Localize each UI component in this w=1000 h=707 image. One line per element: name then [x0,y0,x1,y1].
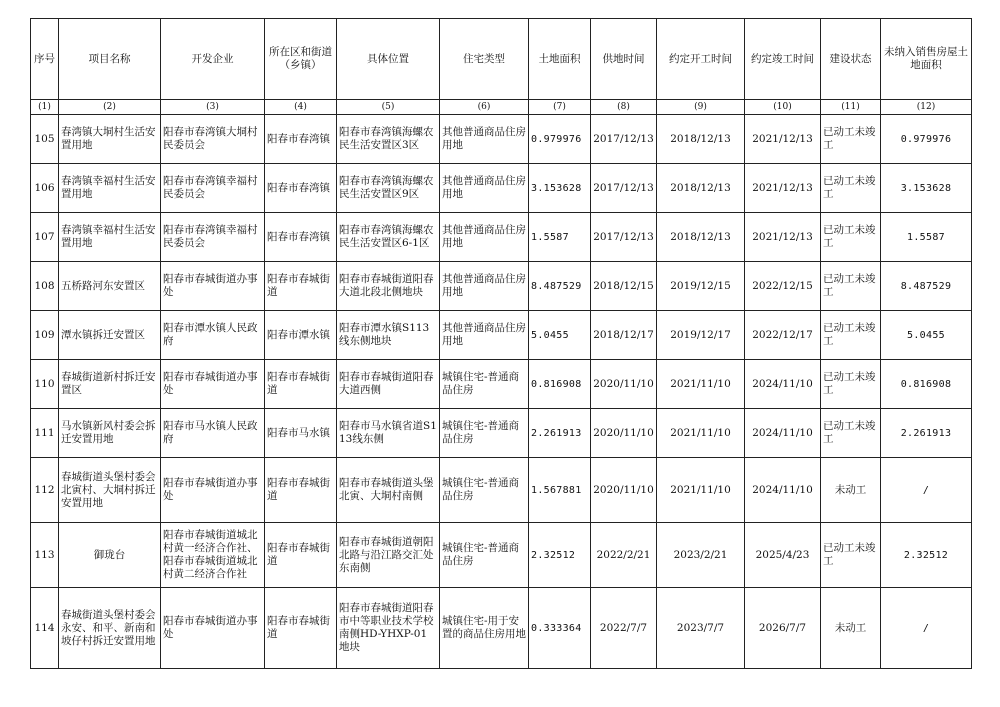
header-cell: 约定开工时间 [657,19,745,100]
column-number-row [31,100,972,115]
land-area: 0.333364 [529,588,591,669]
district: 阳春市春城街道 [265,458,337,523]
district: 阳春市春城街道 [265,262,337,311]
header-cell: 具体位置 [337,19,440,100]
location: 阳春市潭水镇S113线东侧地块 [337,311,440,360]
build-status: 已动工未竣工 [821,213,881,262]
district: 阳春市春湾镇 [265,213,337,262]
developer: 阳春市春湾镇大垌村民委员会 [161,115,265,164]
unsold-area: / [881,458,972,523]
table-row [31,262,972,311]
unsold-area: 0.816908 [881,360,972,409]
land-area: 2.261913 [529,409,591,458]
row-number: 106 [31,164,59,213]
project-name: 春湾镇大垌村生活安置用地 [59,115,161,164]
location: 阳春市春湾镇海螺农民生活安置区3区 [337,115,440,164]
build-status: 已动工未竣工 [821,115,881,164]
table-row [31,409,972,458]
location: 阳春市春城街道阳春大道西侧 [337,360,440,409]
district: 阳春市马水镇 [265,409,337,458]
district: 阳春市春城街道 [265,360,337,409]
housing-type: 城镇住宅-普通商品住房 [440,360,529,409]
project-name: 春城街道新村拆迁安置区 [59,360,161,409]
finish-date: 2021/12/13 [745,213,821,262]
table-row [31,164,972,213]
build-status: 未动工 [821,458,881,523]
land-area: 1.5587 [529,213,591,262]
table-row [31,360,972,409]
housing-type: 其他普通商品住房用地 [440,262,529,311]
row-number: 111 [31,409,59,458]
supply-date: 2017/12/13 [591,164,657,213]
finish-date: 2025/4/23 [745,523,821,588]
header-cell: 住宅类型 [440,19,529,100]
project-name: 潭水镇拆迁安置区 [59,311,161,360]
table-row [31,523,972,588]
build-status: 已动工未竣工 [821,262,881,311]
start-date: 2018/12/13 [657,164,745,213]
developer: 阳春市春城街道城北村黄一经济合作社、阳春市春城街道城北村黄二经济合作社 [161,523,265,588]
district: 阳春市春城街道 [265,588,337,669]
supply-date: 2022/2/21 [591,523,657,588]
developer: 阳春市春湾镇幸福村民委员会 [161,164,265,213]
table-row [31,213,972,262]
row-number: 112 [31,458,59,523]
supply-date: 2022/7/7 [591,588,657,669]
project-name: 御珑台 [59,523,161,588]
row-number: 110 [31,360,59,409]
developer: 阳春市潭水镇人民政府 [161,311,265,360]
supply-date: 2017/12/13 [591,115,657,164]
land-area: 5.0455 [529,311,591,360]
unsold-area: 2.261913 [881,409,972,458]
header-cell: 项目名称 [59,19,161,100]
header-cell: 开发企业 [161,19,265,100]
project-name: 春城街道头堡村委会永安、和平、新南和坡仔村拆迁安置用地 [59,588,161,669]
unsold-area: 2.32512 [881,523,972,588]
finish-date: 2021/12/13 [745,164,821,213]
finish-date: 2021/12/13 [745,115,821,164]
land-area: 0.979976 [529,115,591,164]
supply-date: 2020/11/10 [591,458,657,523]
project-name: 春城街道头堡村委会北寅村、大垌村拆迁安置用地 [59,458,161,523]
column-number: (4) [265,100,337,115]
unsold-area: 1.5587 [881,213,972,262]
unsold-area: 3.153628 [881,164,972,213]
column-number: (10) [745,100,821,115]
table-row [31,588,972,669]
row-number: 113 [31,523,59,588]
column-number: (3) [161,100,265,115]
column-number: (5) [337,100,440,115]
build-status: 已动工未竣工 [821,523,881,588]
supply-date: 2018/12/17 [591,311,657,360]
start-date: 2023/7/7 [657,588,745,669]
housing-type: 其他普通商品住房用地 [440,164,529,213]
supply-date: 2017/12/13 [591,213,657,262]
location: 阳春市春城街道阳春市中等职业技术学校南侧HD-YHXP-01地块 [337,588,440,669]
housing-type: 其他普通商品住房用地 [440,115,529,164]
land-area: 3.153628 [529,164,591,213]
unsold-area: 0.979976 [881,115,972,164]
developer: 阳春市春城街道办事处 [161,588,265,669]
housing-type: 城镇住宅-普通商品住房 [440,458,529,523]
row-number: 108 [31,262,59,311]
table-row [31,311,972,360]
column-number: (12) [881,100,972,115]
land-area: 8.487529 [529,262,591,311]
table-row [31,115,972,164]
header-cell: 未纳入销售房屋土地面积 [881,19,972,100]
developer: 阳春市春城街道办事处 [161,458,265,523]
row-number: 109 [31,311,59,360]
start-date: 2021/11/10 [657,409,745,458]
start-date: 2023/2/21 [657,523,745,588]
location: 阳春市春城街道头堡北寅、大垌村南侧 [337,458,440,523]
row-number: 107 [31,213,59,262]
column-number: (7) [529,100,591,115]
project-name: 春湾镇幸福村生活安置用地 [59,213,161,262]
housing-type: 城镇住宅-用于安置的商品住房用地 [440,588,529,669]
developer: 阳春市春城街道办事处 [161,262,265,311]
project-name: 马水镇新风村委会拆迁安置用地 [59,409,161,458]
housing-type: 其他普通商品住房用地 [440,311,529,360]
housing-type: 其他普通商品住房用地 [440,213,529,262]
start-date: 2018/12/13 [657,115,745,164]
location: 阳春市春湾镇海螺农民生活安置区6-1区 [337,213,440,262]
column-number: (9) [657,100,745,115]
build-status: 已动工未竣工 [821,409,881,458]
header-cell: 土地面积 [529,19,591,100]
start-date: 2019/12/15 [657,262,745,311]
land-supply-table [30,18,972,669]
finish-date: 2022/12/17 [745,311,821,360]
unsold-area: 5.0455 [881,311,972,360]
start-date: 2021/11/10 [657,458,745,523]
column-number: (2) [59,100,161,115]
start-date: 2021/11/10 [657,360,745,409]
developer: 阳春市马水镇人民政府 [161,409,265,458]
location: 阳春市春湾镇海螺农民生活安置区9区 [337,164,440,213]
finish-date: 2026/7/7 [745,588,821,669]
build-status: 已动工未竣工 [821,311,881,360]
location: 阳春市马水镇省道S113线东侧 [337,409,440,458]
district: 阳春市春湾镇 [265,164,337,213]
column-number: (1) [31,100,59,115]
land-area: 0.816908 [529,360,591,409]
location: 阳春市春城街道朝阳北路与沿江路交汇处东南侧 [337,523,440,588]
header-row [31,19,972,100]
district: 阳春市春湾镇 [265,115,337,164]
finish-date: 2024/11/10 [745,409,821,458]
build-status: 未动工 [821,588,881,669]
district: 阳春市春城街道 [265,523,337,588]
build-status: 已动工未竣工 [821,360,881,409]
land-area: 2.32512 [529,523,591,588]
row-number: 114 [31,588,59,669]
unsold-area: 8.487529 [881,262,972,311]
header-cell: 序号 [31,19,59,100]
district: 阳春市潭水镇 [265,311,337,360]
start-date: 2018/12/13 [657,213,745,262]
finish-date: 2024/11/10 [745,458,821,523]
header-cell: 供地时间 [591,19,657,100]
project-name: 五桥路河东安置区 [59,262,161,311]
table-row [31,458,972,523]
finish-date: 2024/11/10 [745,360,821,409]
location: 阳春市春城街道阳春大道北段北侧地块 [337,262,440,311]
housing-type: 城镇住宅-普通商品住房 [440,523,529,588]
supply-date: 2020/11/10 [591,409,657,458]
finish-date: 2022/12/15 [745,262,821,311]
header-cell: 所在区和街道（乡镇） [265,19,337,100]
developer: 阳春市春城街道办事处 [161,360,265,409]
column-number: (8) [591,100,657,115]
unsold-area: / [881,588,972,669]
header-cell: 建设状态 [821,19,881,100]
row-number: 105 [31,115,59,164]
project-name: 春湾镇幸福村生活安置用地 [59,164,161,213]
supply-date: 2018/12/15 [591,262,657,311]
start-date: 2019/12/17 [657,311,745,360]
developer: 阳春市春湾镇幸福村民委员会 [161,213,265,262]
land-area: 1.567881 [529,458,591,523]
supply-date: 2020/11/10 [591,360,657,409]
housing-type: 城镇住宅-普通商品住房 [440,409,529,458]
header-cell: 约定竣工时间 [745,19,821,100]
column-number: (11) [821,100,881,115]
column-number: (6) [440,100,529,115]
build-status: 已动工未竣工 [821,164,881,213]
